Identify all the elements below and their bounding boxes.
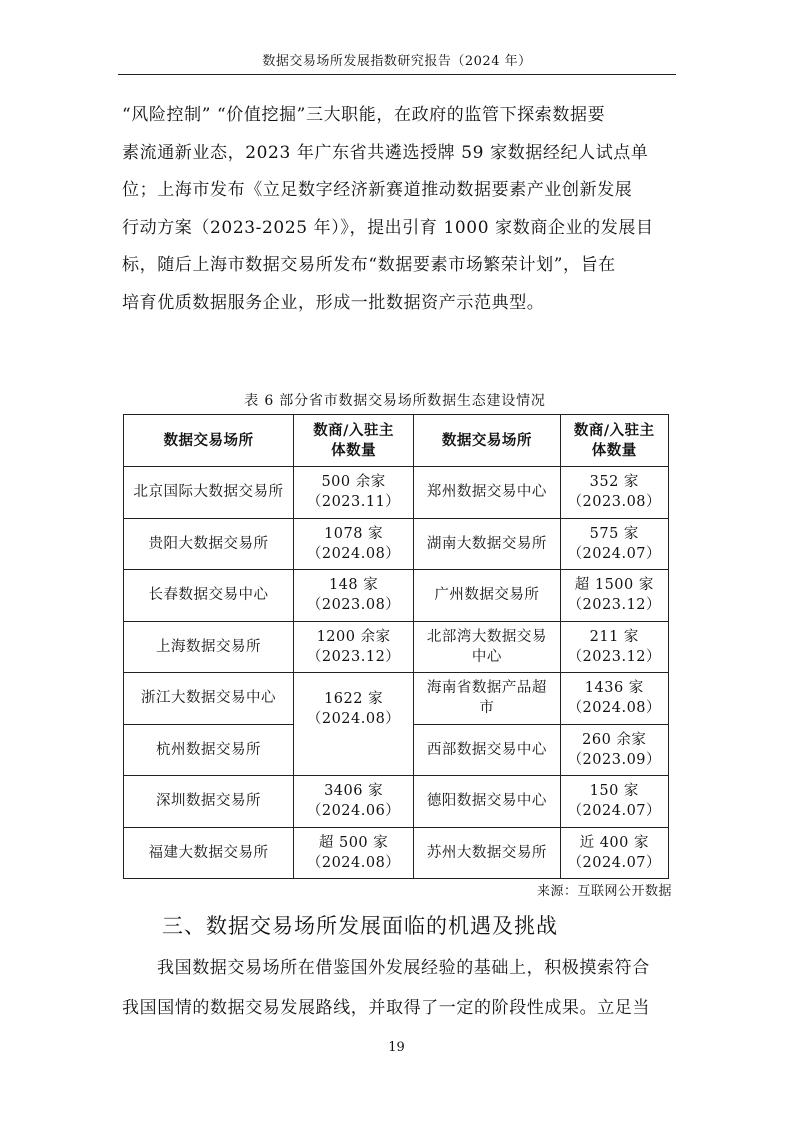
count-value: 1622 家 [324,691,384,707]
header-exchange-2: 数据交易场所 [414,415,560,467]
exchange-name: 西部数据交易中心 [414,724,560,776]
member-count [560,467,668,519]
table-row [124,518,669,570]
count-date: （2024.07） [567,803,662,820]
page-number: 19 [388,1040,405,1055]
paragraph-line: 我国数据交易场所在借鉴国外发展经验的基础上，积极摸索符合 [157,958,650,978]
count-value: 148 家 [328,577,379,594]
header-divider [118,74,676,75]
member-count [294,467,414,519]
count-value: 3406 家 [324,783,384,800]
section-heading: 三、数据交易场所发展面临的机遇及挑战 [162,914,558,938]
table-row [124,673,669,725]
member-count [294,518,414,570]
table-row [124,827,669,879]
count-date: （2023.08） [306,597,401,614]
table-row [124,570,669,622]
paragraph-line: “风险控制” “价值挖掘”三大职能，在政府的监管下探索数据要 [122,105,606,125]
member-count [560,518,668,570]
count-date: （2024.06） [306,803,401,820]
count-value: 211 家 [589,628,639,645]
member-count [560,621,668,673]
count-date: （2023.12） [567,648,662,665]
table-caption: 表 6 部分省市数据交易场所数据生态建设情况 [244,393,546,409]
exchange-name: 郑州数据交易中心 [414,467,560,519]
count-value: 352 家 [589,474,639,491]
count-date: （2023.11） [306,494,401,511]
running-header: 数据交易场所发展指数研究报告（2024 年） [262,54,532,69]
header-count-2 [560,415,668,467]
body-paragraph [122,948,667,1028]
count-value: 1436 家 [584,680,644,697]
count-value: 近 400 家 [579,834,649,851]
member-count [294,570,414,622]
header-count-line2: 体数量 [331,442,377,459]
member-count [560,776,668,828]
header-count2-line2: 体数量 [591,442,637,459]
header-exchange: 数据交易场所 [124,415,294,467]
paragraph-line: 位；上海市发布《立足数字经济新赛道推动数据要素产业创新发展 [122,180,633,201]
member-count [560,827,668,879]
count-value: 500 余家 [321,474,386,491]
count-date: （2024.08） [306,854,401,871]
exchange-name: 长春数据交易中心 [124,570,294,622]
count-value: 超 500 家 [318,834,389,851]
member-count [560,570,668,622]
exchange-name: 北京国际大数据交易所 [124,467,294,519]
table-row [124,467,669,519]
member-count [560,673,668,725]
count-date: （2024.08） [567,700,662,717]
count-date: （2024.08） [306,545,401,562]
exchange-name-line2: 市 [479,700,495,717]
paragraph-line: 培育优质数据服务企业，形成一批数据资产示范典型。 [122,292,545,313]
exchange-name-line2: 中心 [471,648,502,665]
count-date: （2023.12） [567,597,662,614]
member-count [560,724,668,776]
table-header-row [124,415,669,467]
count-value: 1078 家 [324,525,384,542]
count-date: （2024.07） [567,854,662,871]
exchange-name-line1: 北部湾大数据交易 [426,628,547,645]
exchange-name: 上海数据交易所 [124,621,294,673]
count-date: （2023.12） [306,648,401,665]
exchange-name: 福建大数据交易所 [124,827,294,879]
table-row [124,621,669,673]
body-paragraph [122,97,667,323]
exchange-name: 湖南大数据交易所 [414,518,560,570]
header-count [294,415,414,467]
table-source-note: 来源：互联网公开数据 [536,884,672,899]
count-date: （2023.08） [567,494,662,511]
count-value: 1200 余家 [316,628,391,645]
paragraph-line: 素流通新业态，2023 年广东省共遴选授牌 59 家数据经纪人试点单 [122,142,649,163]
exchange-name: 德阳数据交易中心 [414,776,560,828]
member-count [294,621,414,673]
exchange-name: 苏州大数据交易所 [414,827,560,879]
exchange-name: 杭州数据交易所 [124,724,294,776]
count-value: 150 家 [589,783,639,800]
count-value: 260 余家 [582,731,647,748]
exchange-name: 浙江大数据交易中心 [124,673,294,725]
count-date: （2024.08） [306,711,401,727]
member-count [294,776,414,828]
exchange-name: 贵阳大数据交易所 [124,518,294,570]
count-date: （2023.09） [567,751,662,768]
paragraph-line: 行动方案（2023-2025 年）》，提出引育 1000 家数商企业的发展目 [122,217,654,238]
count-value: 575 家 [589,525,639,542]
table-row [124,776,669,828]
header-count-line1: 数商/入驻主 [313,422,394,439]
exchange-name [414,621,560,673]
member-count-merged [294,673,414,776]
header-count2-line1: 数商/入驻主 [573,422,655,439]
exchange-name [414,673,560,725]
member-count [294,827,414,879]
paragraph-line: 我国国情的数据交易发展路线，并取得了一定的阶段性成果。立足当 [122,998,650,1018]
paragraph-line: 标，随后上海市数据交易所发布“数据要素市场繁荣计划”，旨在 [122,255,616,276]
ecosystem-table [123,414,669,879]
exchange-name: 深圳数据交易所 [124,776,294,828]
exchange-name-line1: 海南省数据产品超 [426,680,547,697]
count-date: （2024.07） [567,545,662,562]
exchange-name: 广州数据交易所 [414,570,560,622]
count-value: 超 1500 家 [574,577,654,594]
